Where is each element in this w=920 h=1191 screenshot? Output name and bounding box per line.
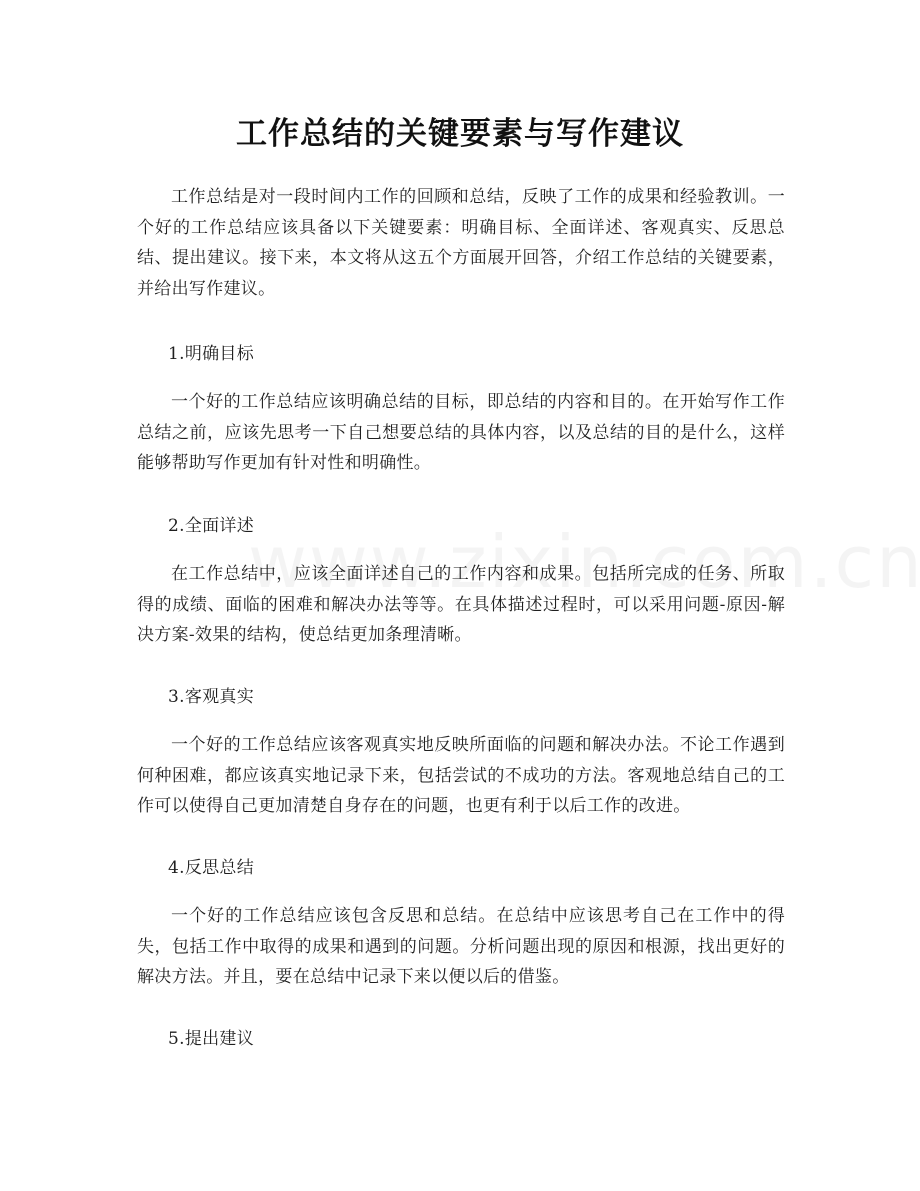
section-heading-1: 1.明确目标 [168, 344, 255, 364]
section-body-1: 一个好的工作总结应该明确总结的目标，即总结的内容和目的。在开始写作工作总结之前，应该先思考一下自己想要总结的具体内容，以及总结的目的是什么，这样能够帮助写作更加有针对性和明确性。 [137, 392, 785, 473]
section-body-3: 一个好的工作总结应该客观真实地反映所面临的问题和解决办法。不论工作遇到何种困难，都应该真实地记录下来，包括尝试的不成功的方法。客观地总结自己的工作可以使得自己更加清楚自身存在的问题，也更有利于以后工作的改进。 [137, 735, 785, 816]
section-body-4: 一个好的工作总结应该包含反思和总结。在总结中应该思考自己在工作中的得失，包括工作中取得的成果和遇到的问题。分析问题出现的原因和根源，找出更好的解决方法。并且，要在总结中记录下来以便以后的借鉴。 [137, 906, 785, 987]
section-body-2: 在工作总结中，应该全面详述自己的工作内容和成果。包括所完成的任务、所取得的成绩、面临的困难和解决办法等等。在具体描述过程时，可以采用问题-原因-解决方案-效果的结构，使总结更加条理清晰。 [137, 564, 785, 645]
document-title: 工作总结的关键要素与写作建议 [236, 116, 684, 152]
section-heading-4: 4.反思总结 [168, 858, 255, 878]
section-heading-5: 5.提出建议 [168, 1029, 255, 1049]
section-heading-3: 3.客观真实 [168, 687, 255, 707]
section-heading-2: 2.全面详述 [168, 516, 255, 536]
intro-paragraph: 工作总结是对一段时间内工作的回顾和总结，反映了工作的成果和经验教训。一个好的工作总结应该具备以下关键要素：明确目标、全面详述、客观真实、反思总结、提出建议。接下来，本文将从这五个方面展开回答，介绍工作总结的关键要素，并给出写作建议。 [137, 187, 785, 299]
